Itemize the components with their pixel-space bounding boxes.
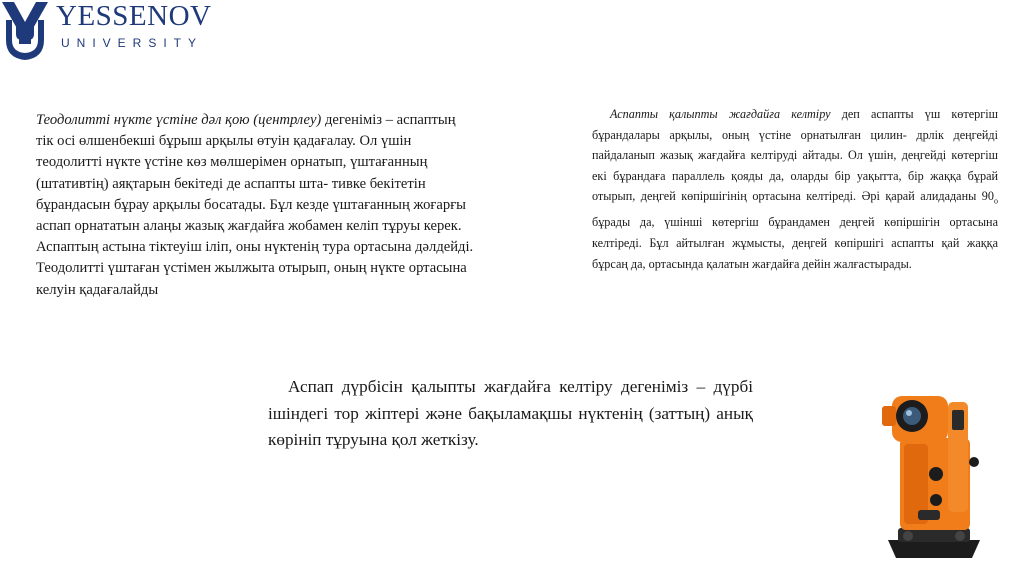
leveling-body: деп аспапты үш көтергіш бұрандалары арқылы, оның үстіне орнатылған цилин- дрлік деңгейді пайдаланып жазық жағдайға келтіруді айтады. Ол үшін, деңгейді көтергіш екі бұрандаға параллель қояды да, оларды бір уақытта, бір жаққа бұрай отырып, деңгей көпіршігінің ортасына келтіреді. Әрі қарай алидаданы 90 (592, 107, 998, 204)
theodolite-image (874, 382, 994, 562)
yessenov-emblem-icon (0, 0, 50, 62)
telescope-paragraph: Аспап дүрбісін қалыпты жағдайға келтіру дегеніміз – дүрбі ішіндегі тор жіптері және бақыламақшы нүктенің (заттың) анық көрініп тұруына қол жеткізу. (268, 377, 753, 449)
centering-body: дегеніміз – аспаптың тік осі өлшенбекші бұрыш арқылы өтуін қадағалау. Ол үшін теодолитті нүкте үстіне көз мөлшерімен орнатып, үштағанның (штативтің) аяқтарын бекітеді де аспапты шта- тивке бекітетін бұрандасын бұрау арқылы босатады. Бұл кезде үштағанның жоғарғы аспап орнататын алаңы жазық жағдайға жобамен келіп тұруы керек. Аспаптың астына тіктеуіш іліп, оны нүктенің тура ортасына дәлдейді. Теодолитті үштаған үстімен жылжыта отырып, оның нүкте ортасына келуін қадағалайды (36, 112, 474, 298)
logo-name: YESSENOV (56, 0, 212, 32)
leveling-term: Аспапты қалыпты жағдайға келтіру (610, 107, 831, 121)
centering-paragraph (36, 110, 476, 301)
degree-mark: о (994, 196, 998, 206)
centering-term: Теодолитті нүкте үстіне дәл қою (центрлеу) (36, 112, 322, 128)
university-logo[interactable] (0, 0, 215, 64)
leveling-paragraph (592, 104, 998, 274)
leveling-body-end: бұрады да, үшінші көтергіш бұрандамен деңгей көпіршігін ортасына келтіреді. Бұл айтылған жұмысты, деңгей көпіршігі аспапты қай жаққа бұрсаң да, ортасында қалатын жағдайға дейін жалғастырады. (592, 215, 998, 271)
logo-subtitle: UNIVERSITY (61, 36, 204, 50)
